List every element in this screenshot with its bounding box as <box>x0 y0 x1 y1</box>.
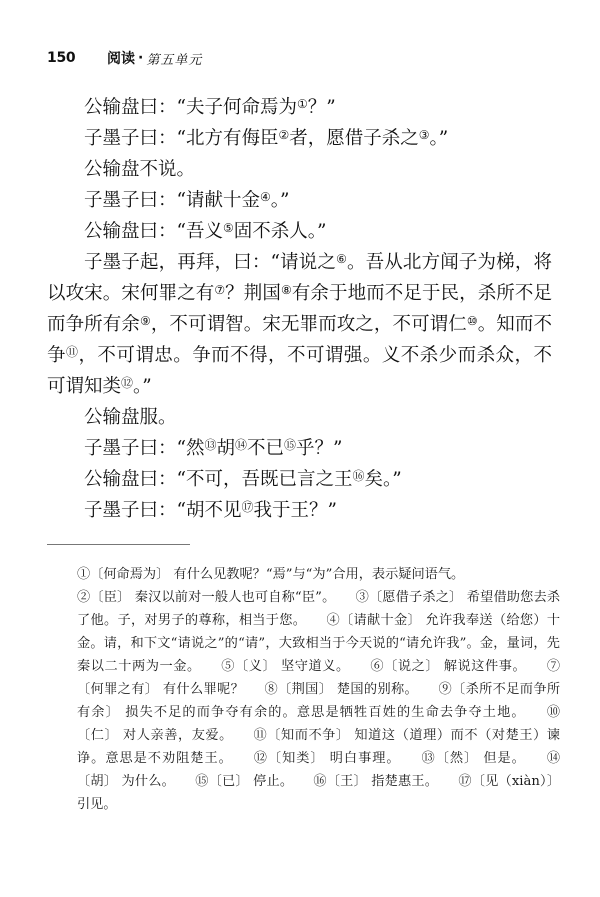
text-run: 公输盘曰：“吾义 <box>84 221 223 242</box>
footnote-num: ⑮ <box>195 774 209 789</box>
footnote-item <box>370 659 527 674</box>
footnote-text: 坚守道义。 <box>281 659 350 674</box>
text-run: 。” <box>270 190 290 211</box>
footnote-item <box>77 567 464 582</box>
footnote-marker: ⑧ <box>280 283 292 297</box>
footnote-text: 对人亲善，友爱。 <box>122 728 233 743</box>
text-run: 不已 <box>247 438 285 459</box>
footnote-marker: ⑦ <box>214 283 226 297</box>
text-run: ？” <box>307 97 336 118</box>
footnote-text: 引见。 <box>77 797 117 812</box>
footnote-num: ⑦ <box>546 659 561 674</box>
footnote-item <box>313 774 438 789</box>
text-run: 公输盘曰：“夫子何命焉为 <box>84 97 297 118</box>
footnote-marker: ⑬ <box>204 438 217 452</box>
footnote-text: 为什么。 <box>121 774 176 789</box>
footnote-text: 楚国的别称。 <box>336 682 419 697</box>
footnote-num: ⑬ <box>420 751 436 766</box>
footnotes <box>77 563 560 816</box>
text-run: 公输盘服。 <box>84 407 177 428</box>
footnote-term: 〔见（xiàn）〕 <box>471 774 561 789</box>
paragraph <box>47 495 552 526</box>
footnote-num: ⑪ <box>252 728 268 743</box>
footnote-text: 明白事理。 <box>329 751 401 766</box>
running-header <box>47 47 202 69</box>
footnote-num: ① <box>77 567 91 582</box>
footnote-term: 〔臣〕 <box>90 590 135 605</box>
paragraph <box>47 216 552 247</box>
footnote-num: ⑥ <box>369 659 385 674</box>
footnote-item <box>77 590 335 605</box>
text-run: ？荆国 <box>225 283 281 304</box>
footnote-text: 损失不足的而争夺有余的。意思是牺牲百姓的生命去争夺土地。 <box>125 705 526 720</box>
footnote-text: 有什么罪呢？ <box>162 682 245 697</box>
text-run: 。” <box>133 376 152 397</box>
footnote-item <box>421 751 526 766</box>
footnote-num: ⑯ <box>313 774 327 789</box>
text-run: 我于王？” <box>253 500 337 521</box>
text-run: 者，愿借子杀之 <box>289 128 419 149</box>
footnote-num: ④ <box>326 613 341 628</box>
footnote-text: 希望借助您去杀了他。子，对男子的尊称，相当于您。 <box>77 590 561 628</box>
footnote-item <box>264 682 418 697</box>
text-run: ，不可谓忠。争而不得，不可谓强。义不杀少而杀众，不可谓知类 <box>47 345 552 397</box>
footnote-marker: ⑩ <box>466 314 478 328</box>
footnote-text: 指楚惠王。 <box>371 774 439 789</box>
footnote-marker: ⑭ <box>235 438 248 452</box>
footnote-term: 〔义〕 <box>235 659 282 674</box>
text-run: 子墨子起，再拜，曰：“请说之 <box>84 252 337 273</box>
footnote-num: ⑫ <box>252 751 268 766</box>
section-title: 阅读 <box>107 51 135 67</box>
footnote-term: 〔已〕 <box>208 774 254 789</box>
paragraph <box>47 464 552 495</box>
footnote-num: ③ <box>355 590 369 605</box>
text-run: 有余于地而不足于民，杀所不足而争所有余 <box>47 283 552 335</box>
footnote-marker: ⑫ <box>121 376 134 390</box>
footnote-term: 〔何命焉为〕 <box>90 567 174 582</box>
footnote-num: ⑭ <box>545 751 561 766</box>
footnote-marker: ④ <box>259 190 271 204</box>
main-text <box>47 92 552 526</box>
footnote-item <box>221 659 350 674</box>
text-run: 公输盘曰：“不可，吾既已言之王 <box>84 469 353 490</box>
footnote-term: 〔荆国〕 <box>278 682 337 697</box>
footnote-marker: ③ <box>418 128 430 142</box>
paragraph <box>47 433 552 464</box>
footnote-term: 〔说之〕 <box>384 659 444 674</box>
text-run: 子墨子曰：“然 <box>84 438 205 459</box>
footnote-num: ⑧ <box>264 682 279 697</box>
footnote-num: ⑨ <box>438 682 453 697</box>
footnote-marker: ⑤ <box>222 221 234 235</box>
footnote-marker: ② <box>278 128 290 142</box>
text-run: 子墨子曰：“胡不见 <box>84 500 242 521</box>
footnote-marker: ⑥ <box>336 252 347 266</box>
text-run: 。” <box>429 128 449 149</box>
paragraph <box>47 185 552 216</box>
footnote-term: 〔仁〕 <box>77 728 123 743</box>
footnote-text: 秦汉以前对一般人也可自称“臣”。 <box>134 590 336 605</box>
paragraph <box>47 154 552 185</box>
footnote-term: 〔胡〕 <box>77 774 122 789</box>
footnote-term: 〔知而不争〕 <box>267 728 355 743</box>
footnote-marker: ⑨ <box>139 314 151 328</box>
footnote-divider <box>47 544 190 545</box>
paragraph <box>47 123 552 154</box>
page-number: 150 <box>47 50 76 66</box>
unit-title: 第五单元 <box>146 52 203 68</box>
footnote-num: ⑰ <box>458 774 472 789</box>
footnote-term: 〔请献十金〕 <box>340 613 426 628</box>
footnote-text: 知道这（道理）而不（对楚王）谏诤。意思是不劝阻楚王。 <box>77 728 560 766</box>
footnote-term: 〔愿借子杀之〕 <box>368 590 467 605</box>
footnote-num: ② <box>77 590 91 605</box>
footnote-item <box>195 774 293 789</box>
text-run: 固不杀人。” <box>233 221 327 242</box>
footnote-marker: ⑯ <box>352 469 365 483</box>
text-run: 矣。” <box>364 469 402 490</box>
footnote-marker: ⑮ <box>284 438 297 452</box>
footnote-term: 〔何罪之有〕 <box>77 682 163 697</box>
header-separator: · <box>138 50 144 66</box>
text-run: ，不可谓智。宋无罪而攻之，不可谓仁 <box>150 314 467 335</box>
text-run: 。吾从北方闻子为梯，将以攻宋。宋何罪之有 <box>47 252 552 304</box>
footnote-num: ⑤ <box>220 659 236 674</box>
paragraph <box>47 402 552 433</box>
text-run: 公输盘不说。 <box>84 159 196 180</box>
paragraph <box>47 92 552 123</box>
footnote-term: 〔杀所不足而争所有余〕 <box>77 682 561 720</box>
footnote-marker: ⑪ <box>65 345 79 359</box>
footnote-text: 允许我奉送（给您）十金。请，和下文“请说之”的“请”，大致相当于今天说的“请允许我”。金，量词，先秦以二十两为一金。 <box>77 613 561 674</box>
footnote-term: 〔王〕 <box>326 774 372 789</box>
footnote-text: 有什么见教呢？“焉”与“为”合用，表示疑问语气。 <box>173 567 465 582</box>
footnote-term: 〔知类〕 <box>267 751 330 766</box>
paragraph <box>47 247 552 402</box>
text-run: 。知而不争 <box>47 314 552 366</box>
text-run: 乎？” <box>296 438 343 459</box>
footnote-marker: ① <box>296 97 308 111</box>
footnote-item <box>253 751 401 766</box>
footnote-term: 〔然〕 <box>435 751 484 766</box>
footnote-marker: ⑰ <box>241 500 254 514</box>
text-run: 子墨子曰：“北方有侮臣 <box>84 128 279 149</box>
text-run: 子墨子曰：“请献十金 <box>84 190 260 211</box>
footnote-text: 解说这件事。 <box>443 659 527 674</box>
footnote-num: ⑩ <box>545 705 561 720</box>
text-run: 胡 <box>216 438 235 459</box>
footnote-text: 停止。 <box>253 774 294 789</box>
footnote-text: 但是。 <box>483 751 526 766</box>
